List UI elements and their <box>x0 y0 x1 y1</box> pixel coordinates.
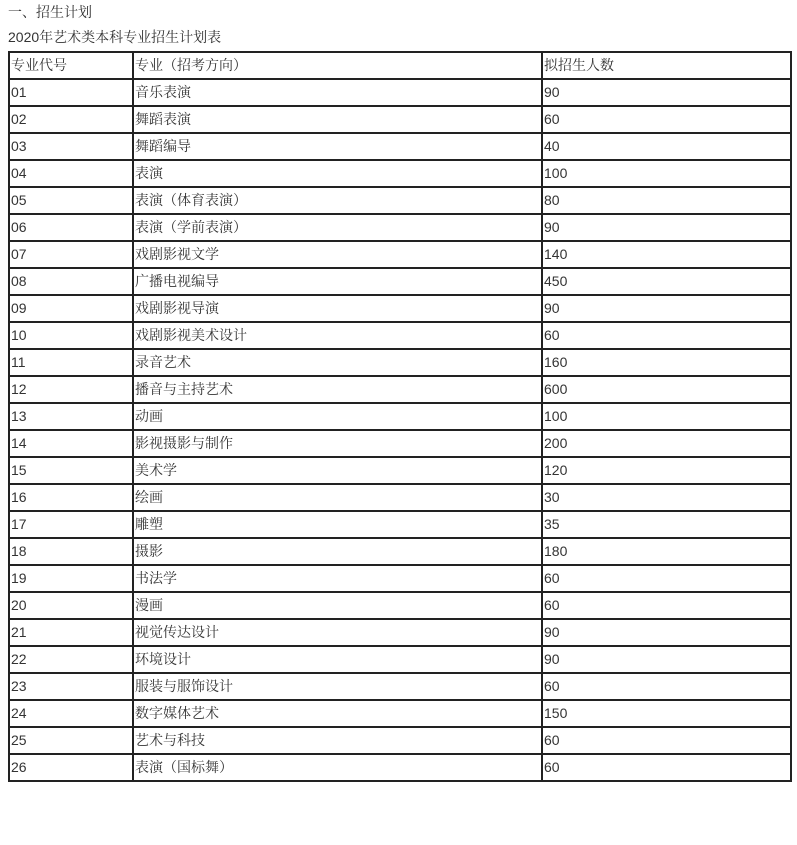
table-row <box>9 79 791 106</box>
major-code-cell: 25 <box>9 727 133 754</box>
table-title: 2020年艺术类本科专业招生计划表 <box>8 29 222 45</box>
major-code-cell: 18 <box>9 538 133 565</box>
planned-enrollment-cell: 40 <box>542 133 791 160</box>
major-name-cell: 舞蹈编导 <box>133 133 542 160</box>
planned-enrollment-cell: 60 <box>542 106 791 133</box>
major-code-cell: 12 <box>9 376 133 403</box>
table-row <box>9 241 791 268</box>
major-code-cell: 14 <box>9 430 133 457</box>
planned-enrollment-cell: 160 <box>542 349 791 376</box>
major-name-cell: 视觉传达设计 <box>133 619 542 646</box>
table-row <box>9 430 791 457</box>
major-name-cell: 环境设计 <box>133 646 542 673</box>
major-name-cell: 美术学 <box>133 457 542 484</box>
table-row <box>9 565 791 592</box>
major-name-cell: 艺术与科技 <box>133 727 542 754</box>
table-row <box>9 538 791 565</box>
header-planned-enrollment: 拟招生人数 <box>542 52 791 79</box>
major-name-cell: 表演（体育表演） <box>133 187 542 214</box>
major-name-cell: 数字媒体艺术 <box>133 700 542 727</box>
planned-enrollment-cell: 90 <box>542 619 791 646</box>
planned-enrollment-cell: 140 <box>542 241 791 268</box>
planned-enrollment-cell: 90 <box>542 79 791 106</box>
major-code-cell: 01 <box>9 79 133 106</box>
planned-enrollment-cell: 150 <box>542 700 791 727</box>
table-row <box>9 727 791 754</box>
major-name-cell: 表演 <box>133 160 542 187</box>
major-code-cell: 23 <box>9 673 133 700</box>
major-name-cell: 动画 <box>133 403 542 430</box>
table-row <box>9 619 791 646</box>
table-row <box>9 214 791 241</box>
planned-enrollment-cell: 30 <box>542 484 791 511</box>
major-name-cell: 广播电视编导 <box>133 268 542 295</box>
major-code-cell: 16 <box>9 484 133 511</box>
table-row <box>9 349 791 376</box>
major-code-cell: 21 <box>9 619 133 646</box>
table-row <box>9 511 791 538</box>
major-code-cell: 08 <box>9 268 133 295</box>
planned-enrollment-cell: 60 <box>542 592 791 619</box>
table-row <box>9 187 791 214</box>
table-row <box>9 646 791 673</box>
planned-enrollment-cell: 60 <box>542 754 791 781</box>
table-row <box>9 295 791 322</box>
table-row <box>9 592 791 619</box>
table-row <box>9 457 791 484</box>
major-name-cell: 雕塑 <box>133 511 542 538</box>
table-row <box>9 106 791 133</box>
major-name-cell: 音乐表演 <box>133 79 542 106</box>
planned-enrollment-cell: 90 <box>542 646 791 673</box>
table-row <box>9 484 791 511</box>
planned-enrollment-cell: 35 <box>542 511 791 538</box>
section-heading: 一、招生计划 <box>8 4 92 20</box>
table-row <box>9 403 791 430</box>
planned-enrollment-cell: 180 <box>542 538 791 565</box>
planned-enrollment-cell: 90 <box>542 214 791 241</box>
header-major-name: 专业（招考方向） <box>133 52 542 79</box>
major-code-cell: 22 <box>9 646 133 673</box>
planned-enrollment-cell: 80 <box>542 187 791 214</box>
major-name-cell: 戏剧影视美术设计 <box>133 322 542 349</box>
table-row <box>9 673 791 700</box>
table-row <box>9 754 791 781</box>
major-name-cell: 书法学 <box>133 565 542 592</box>
header-major-code: 专业代号 <box>9 52 133 79</box>
table-row <box>9 133 791 160</box>
major-name-cell: 漫画 <box>133 592 542 619</box>
major-code-cell: 07 <box>9 241 133 268</box>
major-code-cell: 02 <box>9 106 133 133</box>
major-code-cell: 03 <box>9 133 133 160</box>
table-row <box>9 376 791 403</box>
planned-enrollment-cell: 60 <box>542 727 791 754</box>
planned-enrollment-cell: 60 <box>542 565 791 592</box>
major-code-cell: 15 <box>9 457 133 484</box>
major-code-cell: 26 <box>9 754 133 781</box>
table-header-row <box>9 52 791 79</box>
major-code-cell: 05 <box>9 187 133 214</box>
major-name-cell: 录音艺术 <box>133 349 542 376</box>
major-code-cell: 06 <box>9 214 133 241</box>
major-name-cell: 摄影 <box>133 538 542 565</box>
major-name-cell: 服装与服饰设计 <box>133 673 542 700</box>
major-name-cell: 影视摄影与制作 <box>133 430 542 457</box>
major-name-cell: 表演（国标舞） <box>133 754 542 781</box>
major-code-cell: 04 <box>9 160 133 187</box>
major-code-cell: 24 <box>9 700 133 727</box>
major-name-cell: 戏剧影视导演 <box>133 295 542 322</box>
major-name-cell: 舞蹈表演 <box>133 106 542 133</box>
planned-enrollment-cell: 600 <box>542 376 791 403</box>
planned-enrollment-cell: 100 <box>542 160 791 187</box>
planned-enrollment-cell: 450 <box>542 268 791 295</box>
planned-enrollment-cell: 90 <box>542 295 791 322</box>
planned-enrollment-cell: 200 <box>542 430 791 457</box>
major-code-cell: 13 <box>9 403 133 430</box>
major-name-cell: 表演（学前表演） <box>133 214 542 241</box>
planned-enrollment-cell: 100 <box>542 403 791 430</box>
major-name-cell: 播音与主持艺术 <box>133 376 542 403</box>
planned-enrollment-cell: 60 <box>542 673 791 700</box>
planned-enrollment-cell: 60 <box>542 322 791 349</box>
table-row <box>9 322 791 349</box>
major-code-cell: 09 <box>9 295 133 322</box>
major-code-cell: 10 <box>9 322 133 349</box>
planned-enrollment-cell: 120 <box>542 457 791 484</box>
enrollment-plan-table <box>8 51 792 782</box>
major-name-cell: 戏剧影视文学 <box>133 241 542 268</box>
table-row <box>9 700 791 727</box>
major-code-cell: 19 <box>9 565 133 592</box>
major-code-cell: 11 <box>9 349 133 376</box>
table-row <box>9 268 791 295</box>
major-code-cell: 20 <box>9 592 133 619</box>
table-row <box>9 160 791 187</box>
major-name-cell: 绘画 <box>133 484 542 511</box>
major-code-cell: 17 <box>9 511 133 538</box>
